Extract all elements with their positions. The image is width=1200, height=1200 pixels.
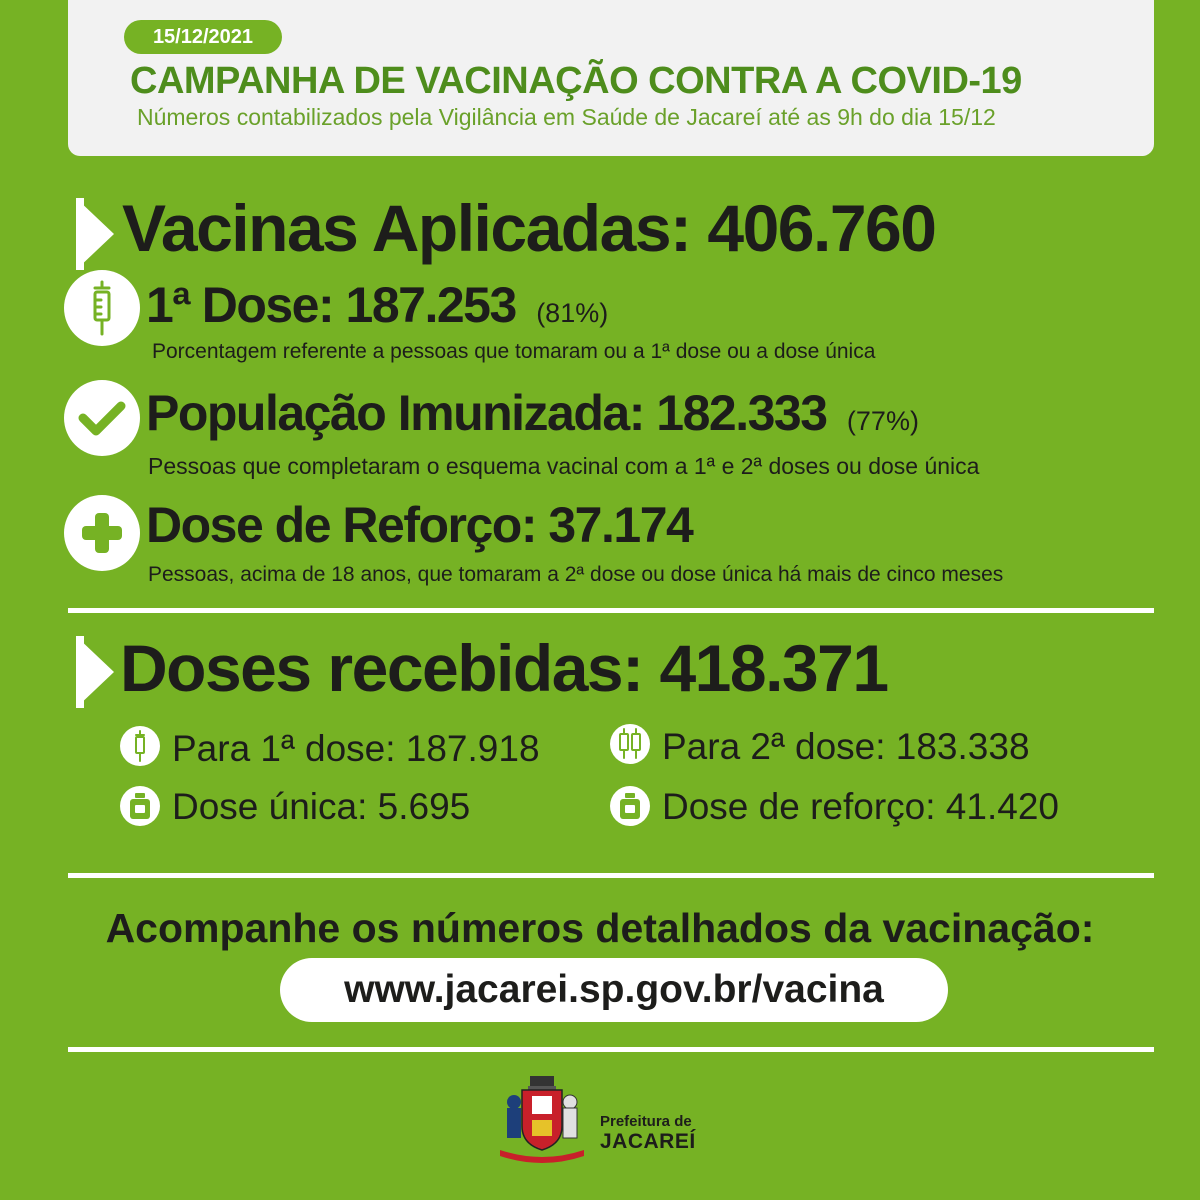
first-dose-value: 187.253 bbox=[345, 277, 516, 333]
vaccine-url-link[interactable]: www.jacarei.sp.gov.br/vacina bbox=[280, 958, 948, 1022]
arrow-right-icon bbox=[76, 198, 114, 270]
city-crest-logo bbox=[492, 1074, 592, 1164]
received-label: Doses recebidas: bbox=[120, 631, 643, 705]
booster-line bbox=[146, 496, 692, 554]
immunized-note: Pessoas que completaram o esquema vacinal com a 1ª e 2ª doses ou dose única bbox=[148, 453, 980, 479]
received-item: Dose de reforço: 41.420 bbox=[662, 786, 1059, 827]
follow-numbers-heading: Acompanhe os números detalhados da vacinação: bbox=[105, 905, 1095, 951]
logo-line1: Prefeitura de bbox=[600, 1113, 692, 1130]
check-icon bbox=[64, 380, 140, 456]
immunized-value: 182.333 bbox=[656, 385, 827, 441]
vial-icon bbox=[610, 786, 650, 826]
vial-icon bbox=[120, 786, 160, 826]
arrow-right-icon bbox=[76, 636, 114, 708]
first-dose-note: Porcentagem referente a pessoas que tomaram ou a 1ª dose ou a dose única bbox=[152, 340, 876, 363]
divider bbox=[68, 1047, 1154, 1052]
logo-line2: JACAREÍ bbox=[600, 1130, 696, 1153]
booster-value: 37.174 bbox=[548, 497, 693, 553]
first-dose-percent: (81%) bbox=[536, 298, 609, 328]
received-item: Dose única: 5.695 bbox=[172, 786, 471, 827]
campaign-title: CAMPANHA DE VACINAÇÃO CONTRA A COVID-19 bbox=[130, 60, 1022, 102]
first-dose-label: 1ª Dose: bbox=[146, 277, 334, 333]
city-hall-logo-text bbox=[600, 1113, 696, 1154]
immunized-percent: (77%) bbox=[846, 406, 919, 436]
received-value: 418.371 bbox=[659, 631, 888, 705]
booster-note: Pessoas, acima de 18 anos, que tomaram a 2ª dose ou dose única há mais de cinco meses bbox=[148, 563, 1004, 586]
applied-label: Vacinas Aplicadas: bbox=[122, 191, 691, 265]
received-item: Para 2ª dose: 183.338 bbox=[662, 726, 1030, 767]
booster-label: Dose de Reforço: bbox=[146, 497, 536, 553]
double-syringe-icon bbox=[610, 724, 650, 764]
immunized-line bbox=[146, 384, 919, 442]
received-heading bbox=[120, 630, 888, 706]
received-item: Para 1ª dose: 187.918 bbox=[172, 728, 540, 769]
plus-icon bbox=[64, 495, 140, 571]
syringe-icon bbox=[64, 270, 140, 346]
applied-heading bbox=[122, 190, 935, 266]
syringe-icon bbox=[120, 726, 160, 766]
divider bbox=[68, 608, 1154, 613]
applied-value: 406.760 bbox=[707, 191, 936, 265]
campaign-subtitle: Números contabilizados pela Vigilância em Saúde de Jacareí até as 9h do dia 15/12 bbox=[137, 104, 996, 130]
divider bbox=[68, 873, 1154, 878]
immunized-label: População Imunizada: bbox=[146, 385, 644, 441]
date-badge: 15/12/2021 bbox=[124, 20, 282, 54]
first-dose-line bbox=[146, 276, 608, 334]
